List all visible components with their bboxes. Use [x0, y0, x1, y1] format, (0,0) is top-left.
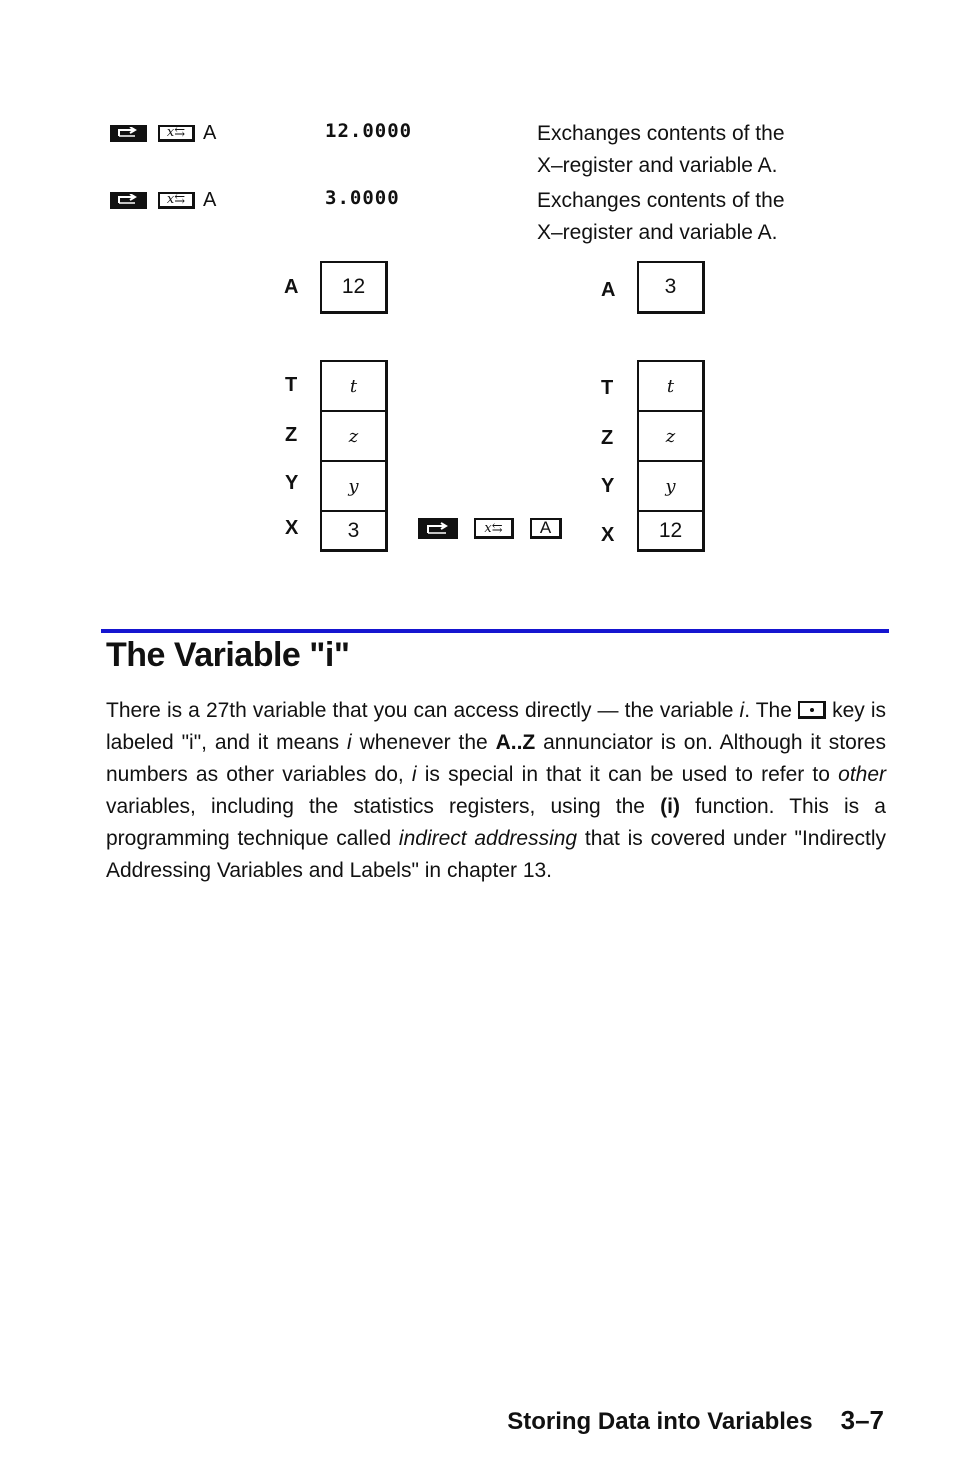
text-run: that is covered under "Indirectly Addressing Variables and Labels" in chapter 13.: [106, 827, 886, 882]
register-y: y: [639, 462, 702, 512]
description-2: [537, 185, 837, 249]
text-run: function. This is a programming technique called: [106, 795, 886, 850]
x-exchange-key-icon: x⇆: [158, 192, 195, 209]
register-label-y: Y: [285, 472, 299, 494]
right-shift-key-icon: [418, 518, 458, 539]
text-run: . The: [744, 699, 798, 722]
register-x: 3: [347, 518, 360, 542]
lcd-display-1: 12.0000: [325, 120, 413, 142]
description-line: Exchanges contents of the: [537, 189, 785, 212]
variable-a-box: 12: [320, 261, 388, 314]
description-1: [537, 118, 837, 182]
italic-text: i: [411, 763, 417, 786]
variable-letter: A: [203, 121, 217, 144]
lcd-display-2: 3.0000: [325, 187, 400, 209]
text-run: is special in that it can be used to refer to: [416, 763, 839, 786]
description-line: X–register and variable A.: [537, 154, 778, 177]
variable-label-a: A: [284, 276, 299, 298]
register-x: 12: [658, 518, 683, 542]
register-t: t: [639, 362, 702, 412]
text-run: There is a 27th variable that you can access directly — the variable: [106, 699, 740, 722]
keystroke-row-1: [110, 120, 216, 146]
text-run: annunciator is on. Although it stores numbers as other variables do,: [106, 731, 886, 786]
variable-letter: A: [203, 188, 217, 211]
register-label-x: X: [285, 517, 299, 539]
register-label-t: T: [601, 377, 614, 399]
italic-text: i: [739, 699, 745, 722]
register-label-y: Y: [601, 475, 615, 497]
stack-before: [320, 360, 388, 552]
page-footer: [507, 1405, 884, 1436]
italic-text: indirect addressing: [398, 827, 578, 850]
description-line: Exchanges contents of the: [537, 122, 785, 145]
x-exchange-key-icon: x⇆: [474, 518, 514, 539]
right-shift-key-icon: [110, 125, 147, 142]
register-label-x: X: [601, 524, 615, 546]
italic-text: i: [347, 731, 352, 754]
right-shift-key-icon: [110, 192, 147, 209]
annunciator-text: A..Z: [495, 731, 536, 754]
text-run: key is labeled "i", and it means: [106, 699, 887, 754]
function-name: (i): [660, 795, 680, 818]
body-paragraph: [106, 695, 886, 887]
description-line: X–register and variable A.: [537, 221, 778, 244]
dot-key-icon: [798, 701, 826, 719]
keystroke-row-2: [110, 187, 216, 213]
register-z: z: [639, 412, 702, 462]
variable-label-a: A: [601, 279, 616, 301]
register-label-z: Z: [285, 424, 298, 446]
text-run: variables, including the statistics registers, using the: [106, 795, 661, 818]
register-y: y: [322, 462, 385, 512]
variable-a-box: 3: [637, 261, 705, 314]
chapter-title: Storing Data into Variables: [507, 1408, 813, 1435]
stack-after: [637, 360, 705, 552]
register-label-z: Z: [601, 427, 614, 449]
register-z: z: [322, 412, 385, 462]
x-exchange-key-icon: x⇆: [158, 125, 195, 142]
register-label-t: T: [285, 374, 298, 396]
page-number: 3–7: [840, 1405, 884, 1435]
text-run: whenever the: [351, 731, 496, 754]
a-key: A: [530, 518, 562, 539]
italic-text: other: [838, 763, 887, 786]
section-divider: [101, 629, 889, 633]
keystroke-sequence: [418, 518, 562, 539]
register-t: t: [322, 362, 385, 412]
section-heading: The Variable "i": [106, 636, 350, 674]
